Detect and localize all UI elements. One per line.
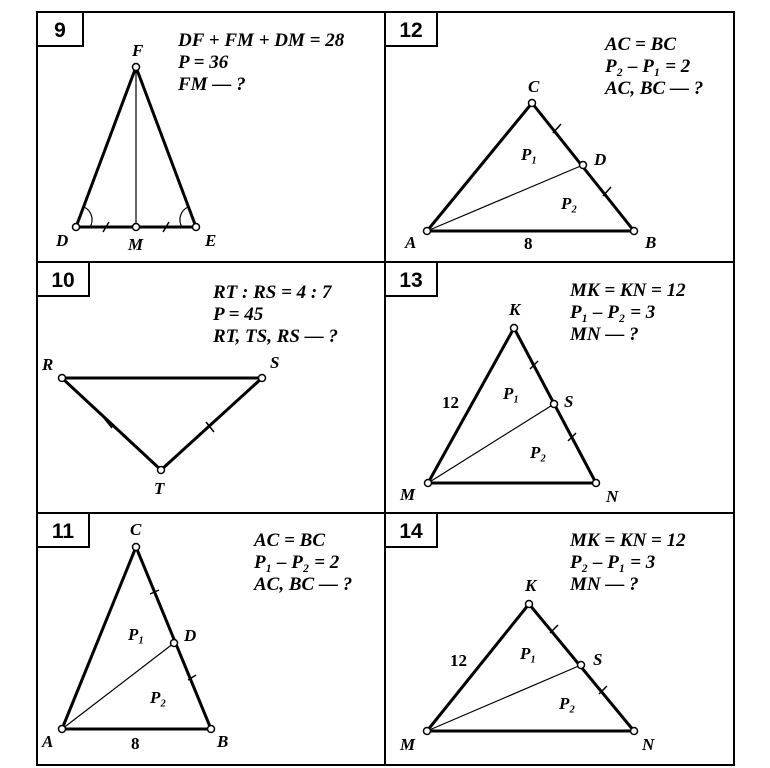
point-label-m: M <box>400 485 416 504</box>
region-label-p1: P₁ <box>521 145 538 164</box>
condition-line-1: RT : RS = 4 : 7 <box>213 282 332 303</box>
point-label-r: R <box>42 355 54 374</box>
point-label-f: F <box>132 41 144 60</box>
condition-line-3: MN — ? <box>570 574 639 595</box>
median-ms <box>427 665 581 731</box>
point-label-d: D <box>594 150 607 169</box>
panel-number-box <box>37 513 89 547</box>
point-label-s: S <box>270 353 280 372</box>
point-label-c: C <box>528 77 540 96</box>
panel-number-box <box>37 12 83 46</box>
region-label-p1: P₁ <box>520 644 537 663</box>
panel-number: 9 <box>54 19 66 42</box>
median-ad <box>427 165 583 231</box>
side-length-mk: 12 <box>442 393 459 412</box>
condition-line-3: FM — ? <box>178 74 246 95</box>
region-label-p2: P₂ <box>530 443 547 462</box>
condition-line-3: AC, BC — ? <box>254 574 353 595</box>
side-length-ab: 8 <box>524 234 533 253</box>
panel-number-box <box>385 262 437 296</box>
point-label-a: A <box>42 732 54 751</box>
point-label-e: E <box>205 231 217 250</box>
panel-number: 14 <box>399 520 423 543</box>
panel-11 <box>37 513 352 753</box>
panel-number: 11 <box>51 520 75 543</box>
region-label-p2: P₂ <box>561 194 578 213</box>
panel-number-box <box>385 12 437 46</box>
condition-line-2: P₁ – P₂ = 2 <box>254 552 340 573</box>
point-label-t: T <box>154 479 165 498</box>
region-label-p1: P₁ <box>503 384 520 403</box>
condition-line-3: MN — ? <box>570 324 639 345</box>
point-label-b: B <box>645 233 657 252</box>
side-length-ab: 8 <box>131 734 140 753</box>
side-length-mk: 12 <box>450 651 467 670</box>
triangle-rts <box>62 378 262 470</box>
panel-9 <box>37 12 345 254</box>
point-label-m: M <box>128 235 144 254</box>
panel-number: 10 <box>51 269 75 292</box>
point-label-n: N <box>606 487 619 506</box>
region-label-p2: P₂ <box>559 694 576 713</box>
point-label-k: K <box>509 300 521 319</box>
point-label-b: B <box>217 732 229 751</box>
region-label-p1: P₁ <box>128 625 145 644</box>
condition-line-2: P₂ – P₁ = 2 <box>605 56 691 77</box>
condition-line-2: P = 45 <box>213 304 264 325</box>
panel-10 <box>37 262 338 498</box>
point-label-d: D <box>56 231 69 250</box>
panel-13 <box>385 262 686 506</box>
condition-line-3: RT, TS, RS — ? <box>213 326 338 347</box>
condition-line-2: P₁ – P₂ = 3 <box>570 302 656 323</box>
point-label-a: A <box>405 233 417 252</box>
point-label-m: M <box>400 735 416 754</box>
condition-line-1: DF + FM + DM = 28 <box>178 30 345 51</box>
panel-number-box <box>385 513 437 547</box>
condition-line-2: P = 36 <box>178 52 229 73</box>
panel-14 <box>385 513 686 754</box>
point-label-s: S <box>593 650 603 669</box>
panel-number-box <box>37 262 89 296</box>
point-label-c: C <box>130 520 142 539</box>
panel-number: 12 <box>399 19 423 42</box>
point-label-d: D <box>184 626 197 645</box>
region-label-p2: P₂ <box>150 688 167 707</box>
condition-line-3: AC, BC — ? <box>605 78 704 99</box>
grid-frame <box>37 12 734 765</box>
panel-number: 13 <box>399 269 423 292</box>
condition-line-1: MK = KN = 12 <box>570 280 686 301</box>
condition-line-1: AC = BC <box>254 530 326 551</box>
condition-line-1: MK = KN = 12 <box>570 530 686 551</box>
condition-line-2: P₂ – P₁ = 3 <box>570 552 656 573</box>
point-label-s: S <box>564 392 574 411</box>
panel-12 <box>385 12 703 253</box>
vertices <box>59 375 266 474</box>
point-label-n: N <box>642 735 655 754</box>
condition-line-1: AC = BC <box>605 34 677 55</box>
point-label-k: K <box>525 576 537 595</box>
